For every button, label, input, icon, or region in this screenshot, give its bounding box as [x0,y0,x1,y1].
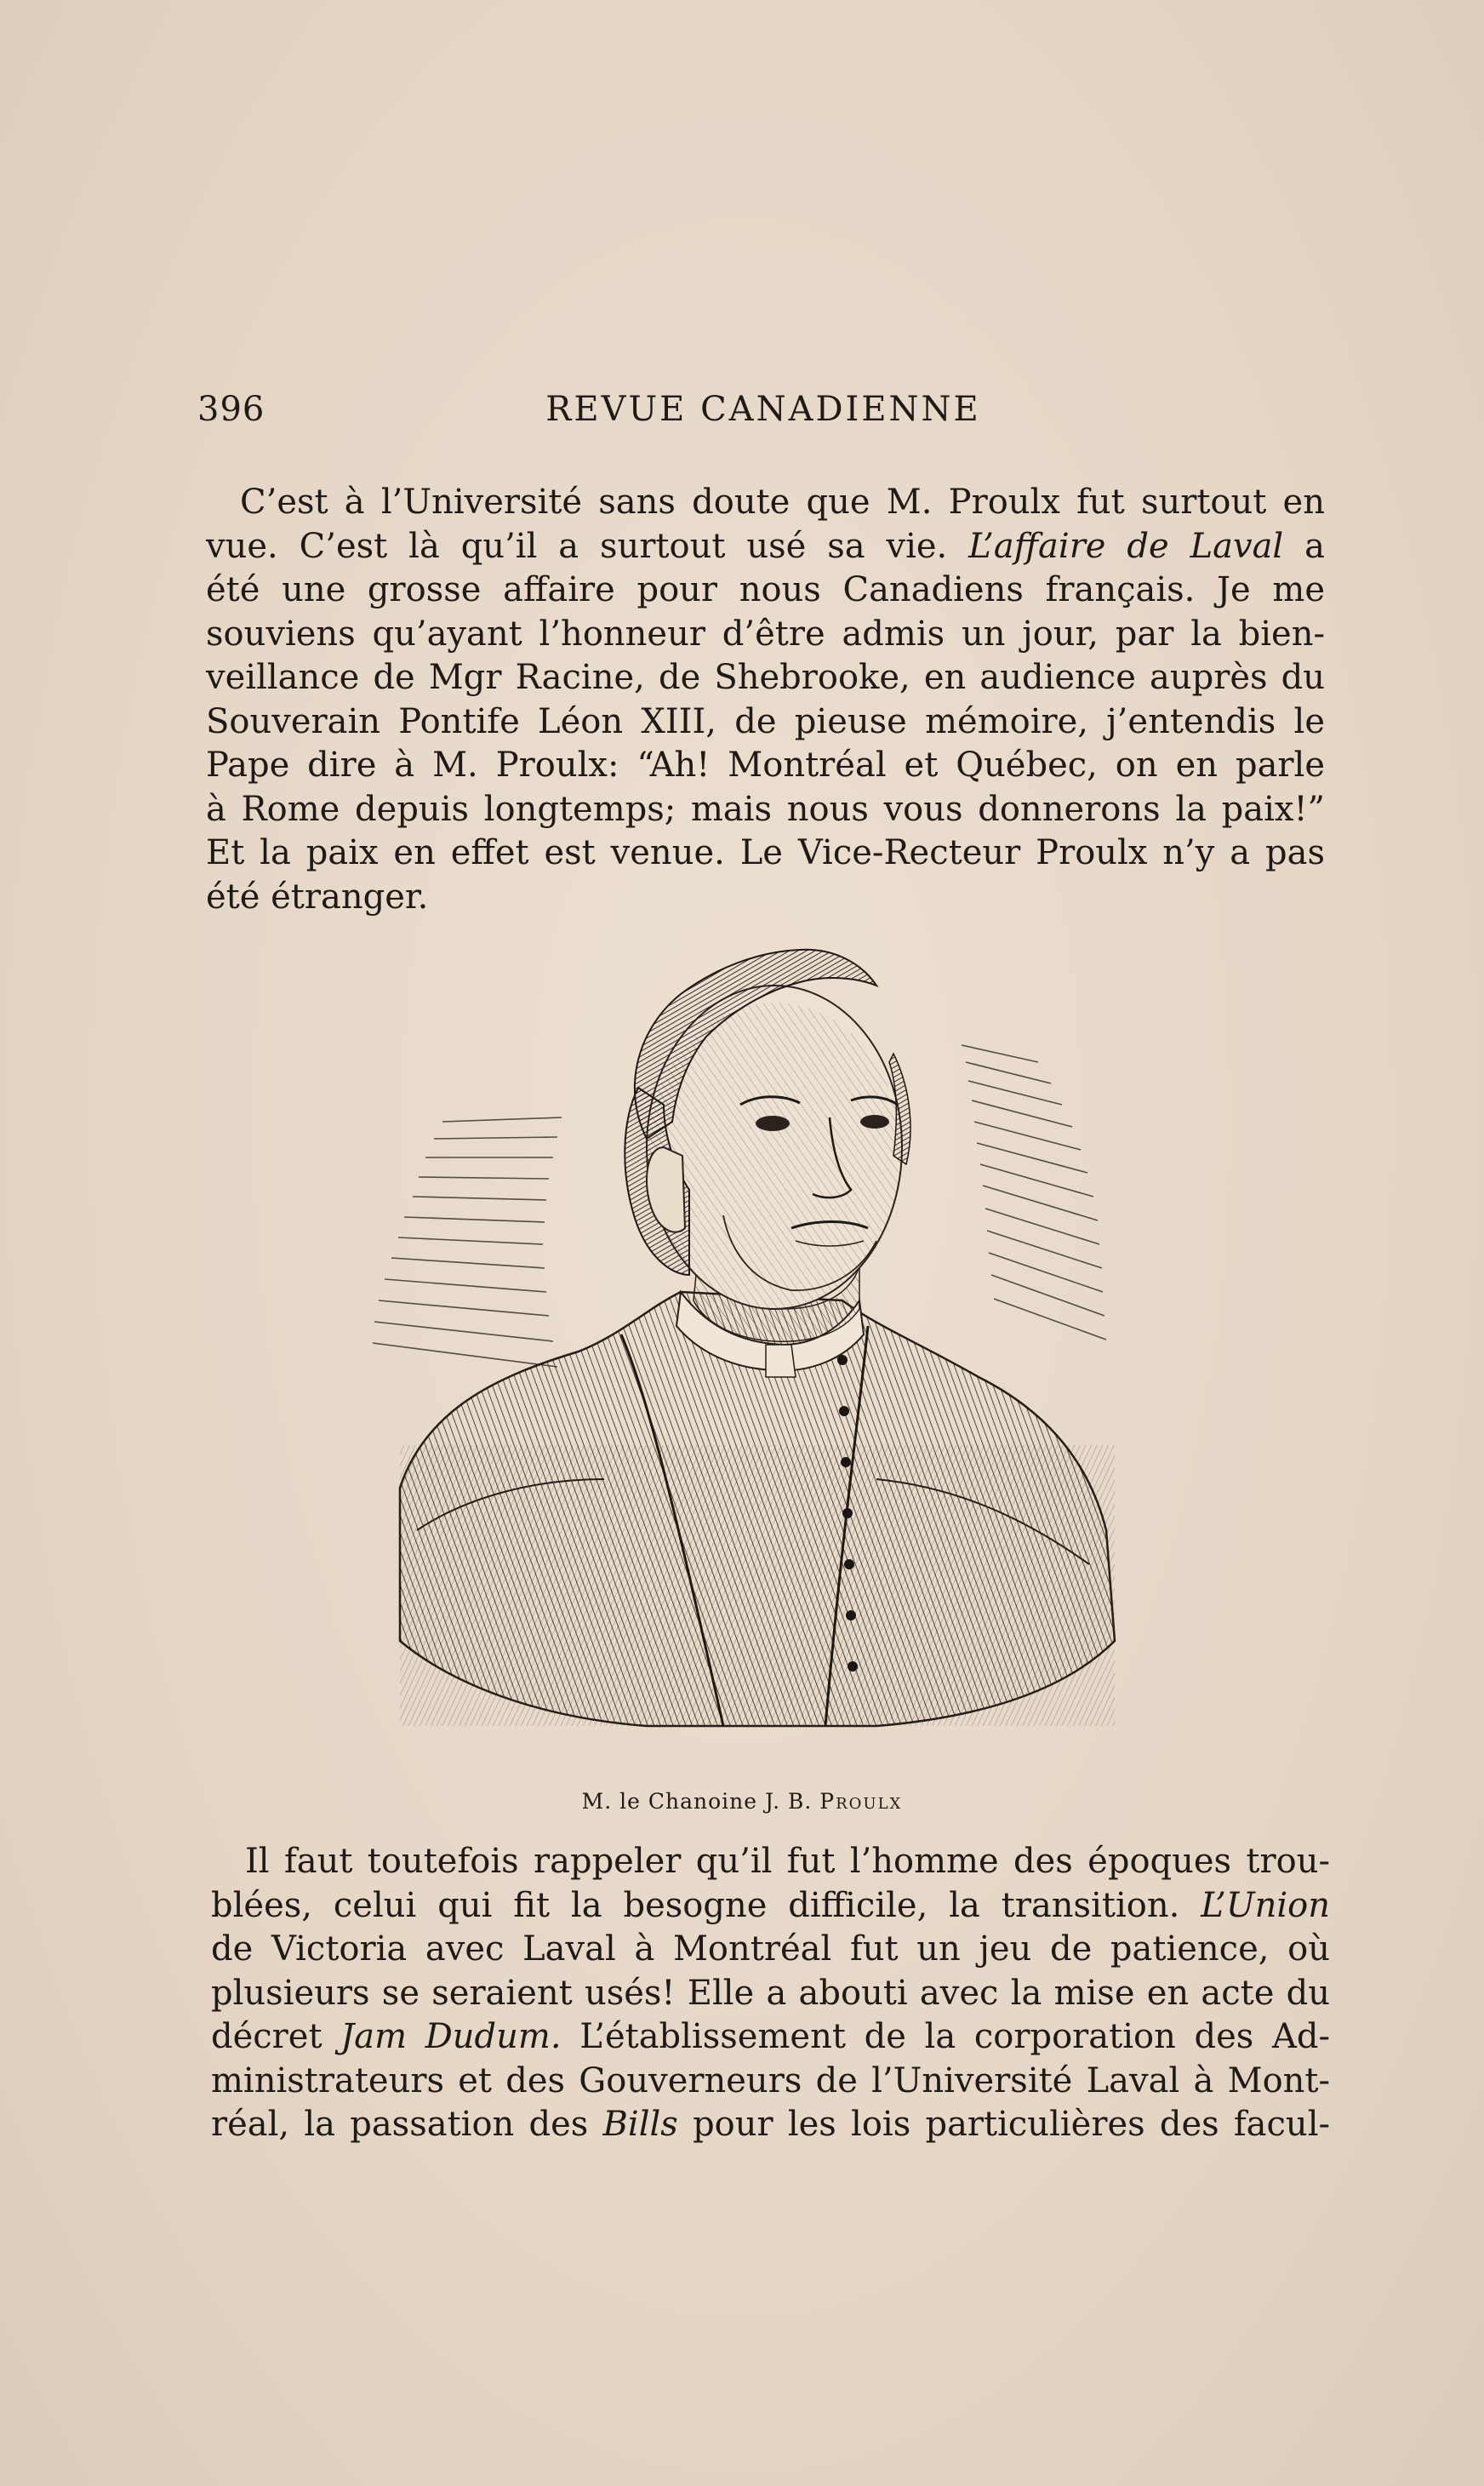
figure-caption [0,1789,1484,1814]
text-line: décret Jam Dudum. L’établissement de la corporation des Ad- [211,2017,1331,2056]
text-line: ministrateurs et des Gouverneurs de l’Université Laval à Mont- [211,2060,1330,2100]
paragraph-1 [206,481,1325,919]
text-line: veillance de Mgr Racine, de Shebrooke, en audience auprès du [206,658,1325,697]
italic-phrase: Jam Dudum. [340,2017,562,2056]
portrait-engraving [366,934,1166,1769]
journal-title: REVUE CANADIENNE [545,390,981,429]
text-line: Pape dire à M. Proulx: “Ah! Montréal et Québec, on en parle [206,746,1325,785]
paragraph-2 [211,1840,1330,2147]
text-line: C’est à l’Université sans doute que M. Proulx fut surtout en [240,483,1325,522]
caption-prefix: M. le Chanoine J. B. [581,1789,813,1814]
text-line: à Rome depuis longtemps; mais nous vous donnerons la paix!” [206,789,1325,829]
text-line: été une grosse affaire pour nous Canadiens français. Je me [206,570,1325,609]
text-line: Souverain Pontife Léon XIII, de pieuse mémoire, j’entendis le [206,701,1325,741]
page-number: 396 [197,390,265,429]
portrait-illustration [366,934,1166,1769]
text-line: réal, la passation des Bills pour les lois particulières des facul- [211,2105,1331,2144]
italic-phrase: L’Union [1201,1885,1330,1925]
caption-name: Proulx [819,1789,903,1814]
text-line: été étranger. [206,877,429,917]
running-head [197,390,1329,441]
text-line: plusieurs se seraient usés! Elle a abouti avec la mise en acte du [211,1973,1330,2013]
italic-phrase: Bills [602,2105,678,2144]
text-line: blées, celui qui fit la besogne difficile, la transition. L’Union [211,1885,1330,1925]
text-line: Et la paix en effet est venue. Le Vice-Recteur Proulx n’y a pas [206,833,1325,872]
text-line: Il faut toutefois rappeler qu’il fut l’homme des époques trou- [245,1842,1330,1881]
text-line: de Victoria avec Laval à Montréal fut un jeu de patience, où [211,1929,1330,1969]
text-line: souviens qu’ayant l’honneur d’être admis un jour, par la bien- [206,614,1325,654]
text-line: vue. C’est là qu’il a surtout usé sa vie. L’affaire de Laval a [206,526,1325,566]
italic-phrase: L’affaire de Laval [968,526,1284,566]
